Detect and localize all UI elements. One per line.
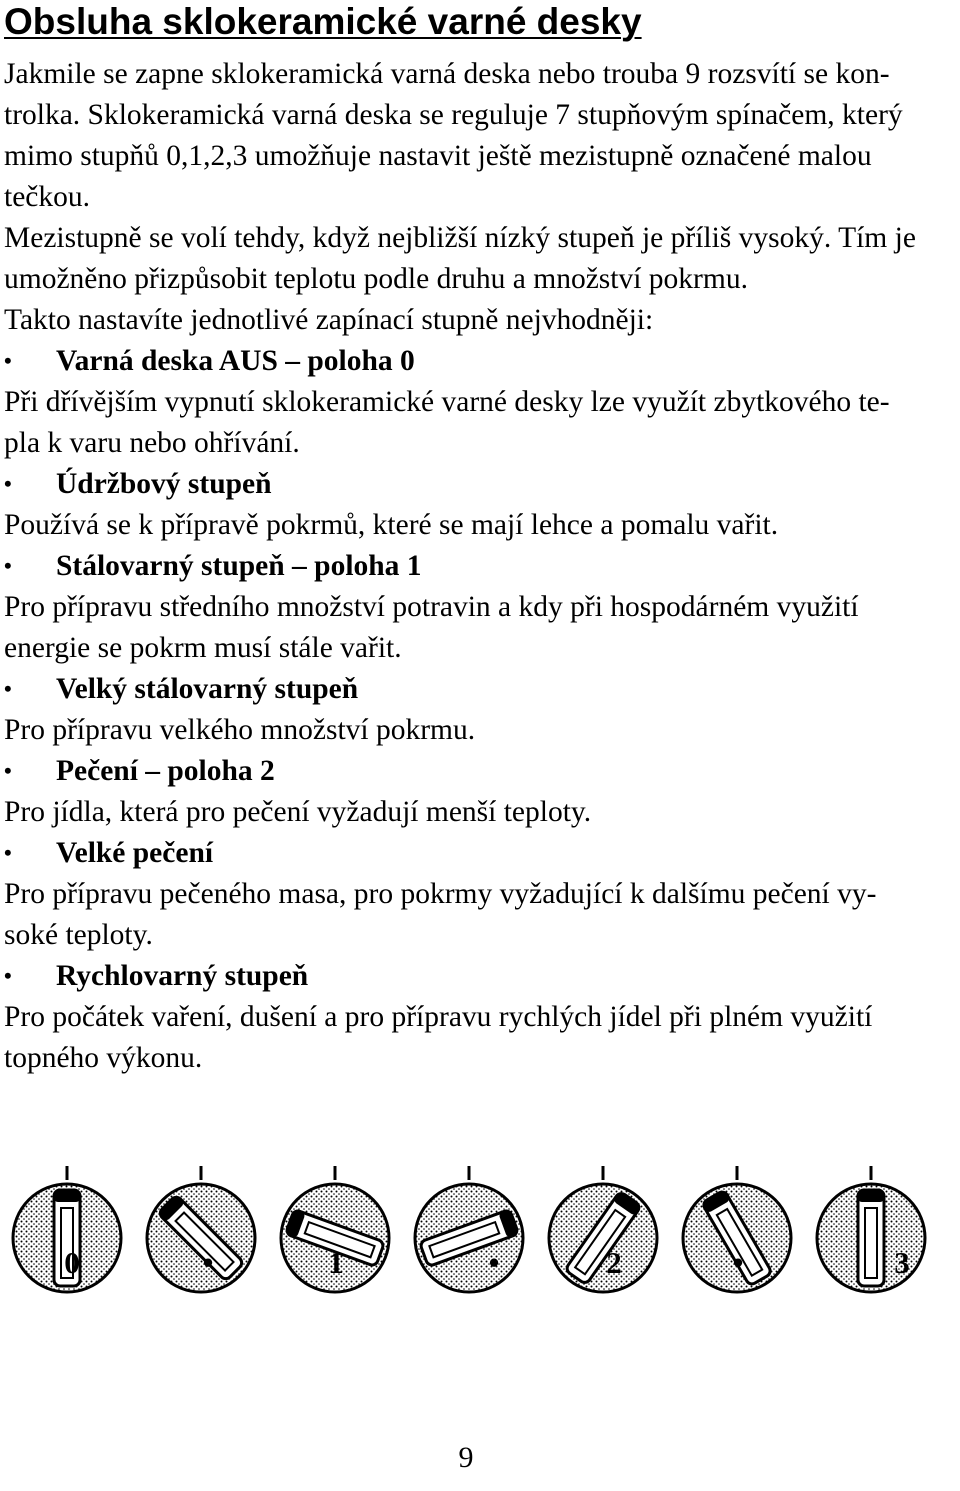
section-heading-text: Stálovarný stupeň – poloha 1	[56, 550, 422, 582]
section-text: Pro jídla, která pro pečení vyžadují menší teploty.	[4, 796, 592, 828]
section-text: Pro přípravu velkého množství pokrmu.	[4, 714, 476, 746]
control-knob-illustration	[0, 1150, 960, 1310]
section-heading-text: Pečení – poloha 2	[56, 755, 275, 787]
position-dot-label: •	[732, 1245, 744, 1280]
knob-handle	[858, 1190, 884, 1286]
bullet-icon: •	[4, 676, 12, 701]
position-label-2: 2	[606, 1245, 622, 1280]
section-heading-text: Rychlovarný stupeň	[56, 960, 309, 992]
intro-line: mimo stupňů 0,1,2,3 umožňuje nastavit ještě mezistupně označené malou	[4, 140, 872, 172]
page-title: Obsluha sklokeramické varné desky	[4, 1, 642, 42]
knob-icon	[147, 1166, 255, 1292]
section-heading-text: Velké pečení	[56, 837, 214, 869]
position-label-0: 0	[64, 1245, 80, 1280]
bullet-icon: •	[4, 840, 12, 865]
section-heading-text: Varná deska AUS – poloha 0	[56, 345, 415, 377]
section-heading	[4, 343, 415, 379]
intro-line: Mezistupně se volí tehdy, když nejbližší nízký stupeň je příliš vysoký. Tím je	[4, 222, 916, 254]
section-text: soké teploty.	[4, 919, 153, 951]
section-heading	[4, 671, 358, 707]
position-label-1: 1	[328, 1245, 344, 1280]
section-heading	[4, 466, 272, 502]
section-text: energie se pokrm musí stále vařit.	[4, 632, 402, 664]
intro-line: Takto nastavíte jednotlivé zapínací stupně nejvhodněji:	[4, 304, 654, 336]
bullet-icon: •	[4, 553, 12, 578]
section-heading-text: Údržbový stupeň	[56, 468, 272, 500]
intro-line: umožněno přizpůsobit teplotu podle druhu a množství pokrmu.	[4, 263, 748, 295]
section-text: Používá se k přípravě pokrmů, které se mají lehce a pomalu vařit.	[4, 509, 779, 541]
section-text: Pro počátek vaření, dušení a pro přípravu rychlých jídel při plném využití	[4, 1001, 873, 1033]
section-heading	[4, 958, 308, 994]
section-text: topného výkonu.	[4, 1042, 203, 1074]
bullet-icon: •	[4, 963, 12, 988]
section-heading-text: Velký stálovarný stupeň	[56, 673, 359, 705]
intro-line: Jakmile se zapne sklokeramická varná deska nebo trouba 9 rozsvítí se kon-	[4, 58, 890, 90]
position-dot-label: •	[202, 1245, 214, 1280]
knob-icon	[415, 1166, 523, 1292]
section-text: Při dřívějším vypnutí sklokeramické varné desky lze využít zbytkového te-	[4, 386, 890, 418]
intro-line: trolka. Sklokeramická varná deska se reguluje 7 stupňovým spínačem, který	[4, 99, 903, 131]
section-heading	[4, 835, 213, 871]
position-dot-label: •	[488, 1245, 500, 1280]
bullet-icon: •	[4, 758, 12, 783]
section-text: Pro přípravu středního množství potravin a kdy při hospodárném využití	[4, 591, 859, 623]
page-number: 9	[458, 1441, 474, 1474]
intro-line: tečkou.	[4, 181, 91, 213]
bullet-icon: •	[4, 471, 12, 496]
knob-icon	[549, 1166, 657, 1292]
section-text: Pro přípravu pečeného masa, pro pokrmy vyžadující k dalšímu pečení vy-	[4, 878, 877, 910]
bullet-icon: •	[4, 348, 12, 373]
section-text: pla k varu nebo ohřívání.	[4, 427, 300, 459]
section-heading	[4, 753, 275, 789]
section-heading	[4, 548, 422, 584]
position-label-3: 3	[894, 1245, 910, 1280]
